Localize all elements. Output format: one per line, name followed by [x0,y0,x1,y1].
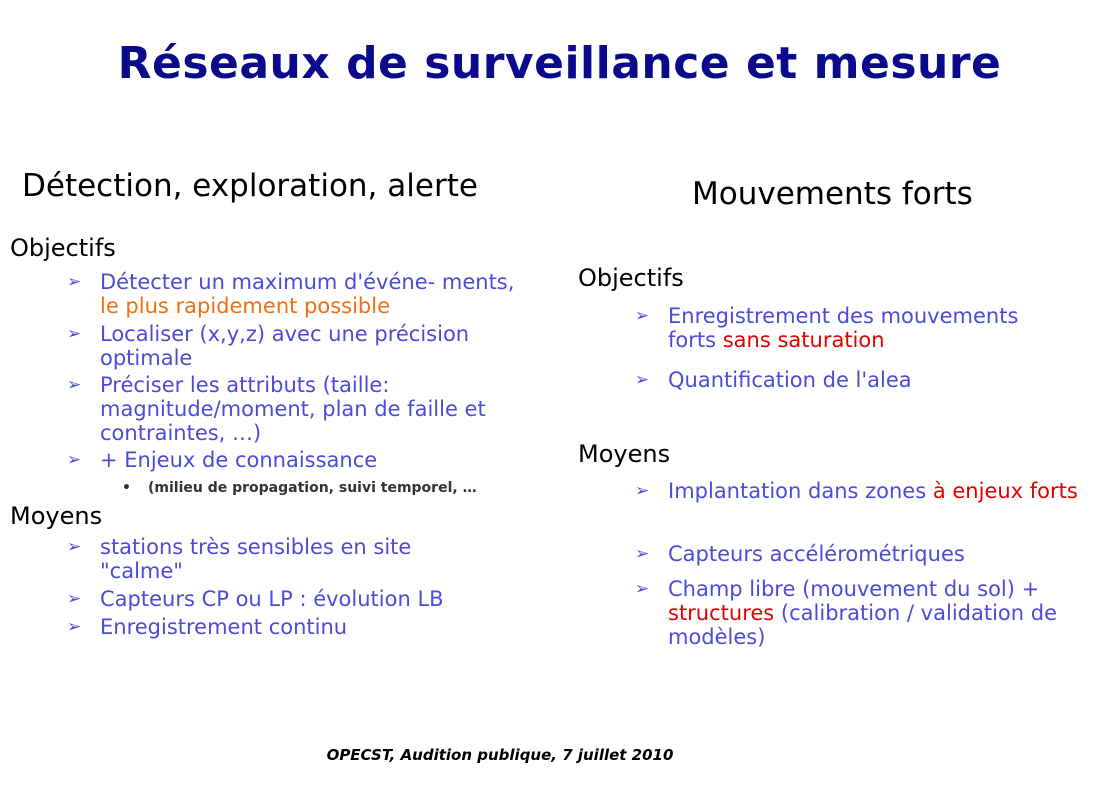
left-objectifs-label: Objectifs [10,234,116,262]
right-moyen-item: ➢ Capteurs accélérométriques [635,542,965,566]
left-objectif-item: ➢ Détecter un maximum d'événe- ments, le plus rapidement possible [67,270,515,318]
arrowhead-icon: ➢ [67,537,82,557]
arrowhead-icon: ➢ [635,579,650,599]
left-moyen-item: ➢ Enregistrement continu [67,615,348,639]
left-moyen-item: ➢ stations très sensibles en site "calme" [67,535,412,583]
footer: OPECST, Audition publique, 7 juillet 2010 [326,746,674,764]
right-objectifs-label: Objectifs [578,264,684,292]
arrowhead-icon: ➢ [67,450,82,470]
left-sub-bullet: • (milieu de propagation, suivi temporel, … [122,480,477,496]
right-objectif-item: ➢ Quantification de l'alea [635,368,912,392]
right-moyen-item: ➢ Champ libre (mouvement du sol) + structures (calibration / validation de modèles) [635,577,1058,649]
arrowhead-icon: ➢ [635,306,650,326]
left-moyens-label: Moyens [10,502,103,530]
left-moyen-item: ➢ Capteurs CP ou LP : évolution LB [67,587,444,611]
arrowhead-icon: ➢ [635,481,650,501]
right-moyen-item: ➢ Implantation dans zones à enjeux forts [635,479,1078,503]
arrowhead-icon: ➢ [67,324,82,344]
right-objectif-item: ➢ Enregistrement des mouvements forts sans saturation [635,304,1019,352]
arrowhead-icon: ➢ [67,589,82,609]
arrowhead-icon: ➢ [635,370,650,390]
left-column-heading: Détection, exploration, alerte [22,168,478,204]
arrowhead-icon: ➢ [635,544,650,564]
left-objectif-item: ➢ Préciser les attributs (taille: magnitude/moment, plan de faille et contraintes, …) [67,373,486,445]
dot-icon: • [122,480,131,496]
arrowhead-icon: ➢ [67,617,82,637]
slide-title: Réseaux de surveillance et mesure [117,38,1002,89]
arrowhead-icon: ➢ [67,375,82,395]
arrowhead-icon: ➢ [67,272,82,292]
left-objectif-item: ➢ Localiser (x,y,z) avec une précision optimale [67,322,470,370]
right-moyens-label: Moyens [578,440,671,468]
left-objectif-item: ➢ + Enjeux de connaissance [67,448,378,472]
right-column-heading: Mouvements forts [692,176,973,212]
